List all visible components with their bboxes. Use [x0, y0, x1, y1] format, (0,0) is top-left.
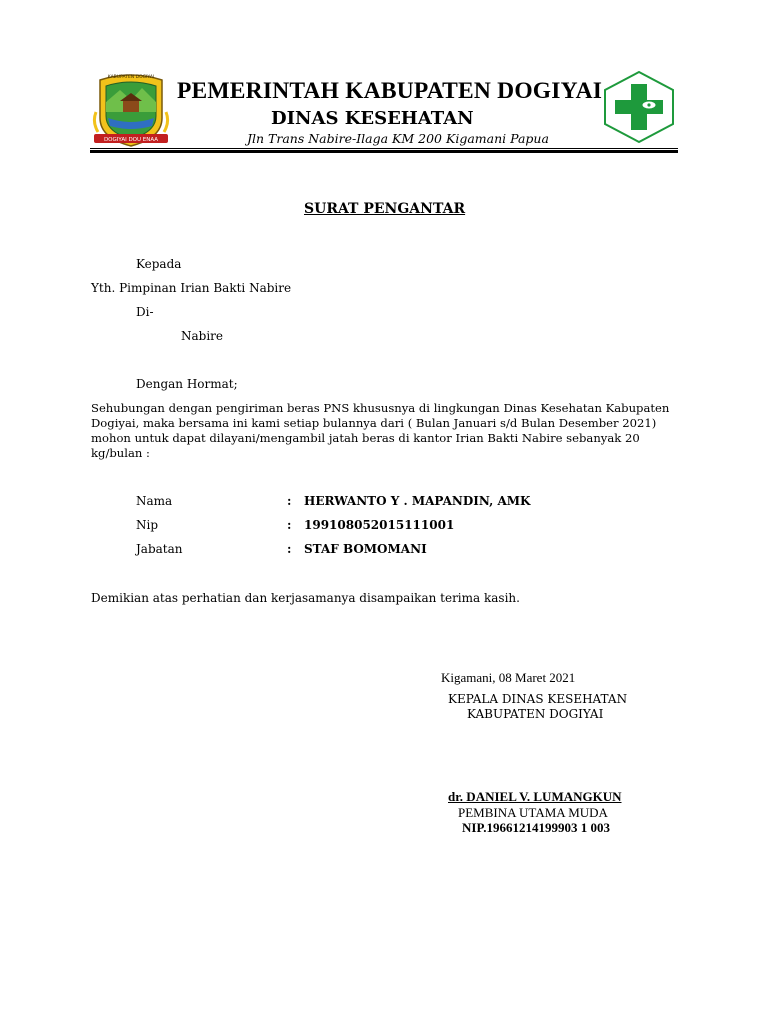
at-label: Di-	[136, 305, 154, 319]
letter-title: SURAT PENGANTAR	[304, 201, 466, 217]
to-label: Kepada	[136, 257, 182, 271]
signatory-position: KABUPATEN DOGIYAI	[467, 707, 604, 721]
salutation: Dengan Hormat;	[136, 377, 238, 391]
field-separator: :	[287, 494, 292, 508]
body-line: Dogiyai, maka bersama ini kami setiap bulannya dari ( Bulan Januari s/d Bulan Desember 2021)	[91, 416, 657, 430]
closing-text: Demikian atas perhatian dan kerjasamanya disampaikan terima kasih.	[91, 591, 520, 605]
signatory-rank: PEMBINA UTAMA MUDA	[458, 805, 608, 820]
signatory-position: KEPALA DINAS KESEHATAN	[448, 692, 628, 706]
field-value-position: STAF BOMOMANI	[304, 542, 427, 556]
recipient-city: Nabire	[181, 329, 224, 343]
department-name: DINAS KESEHATAN	[271, 108, 474, 129]
emblem-bottom-text: DOGIYAI DOU ENAA	[103, 137, 159, 143]
body-line: Sehubungan dengan pengiriman beras PNS khususnya di lingkungan Dinas Kesehatan Kabupaten	[91, 401, 670, 415]
government-name: PEMERINTAH KABUPATEN DOGIYAI	[177, 78, 603, 104]
health-cross-logo	[601, 70, 677, 144]
letterhead-divider	[90, 148, 678, 154]
recipient: Yth. Pimpinan Irian Bakti Nabire	[91, 281, 292, 295]
field-value-name: HERWANTO Y . MAPANDIN, AMK	[304, 494, 531, 508]
body-line: kg/bulan :	[91, 446, 150, 460]
body-line: mohon untuk dapat dilayani/mengambil jatah beras di kantor Irian Bakti Nabire sebanyak 20	[91, 431, 640, 445]
regency-emblem-logo	[90, 72, 172, 148]
emblem-top-text: KABUPATEN DOGIYAI	[107, 75, 155, 80]
signatory-nip: NIP.19661214199903 1 003	[462, 820, 610, 835]
field-label-position: Jabatan	[136, 542, 183, 556]
office-address: Jln Trans Nabire-Ilaga KM 200 Kigamani Papua	[247, 131, 549, 146]
place-date: Kigamani, 08 Maret 2021	[441, 670, 576, 685]
field-label-name: Nama	[136, 494, 173, 508]
field-separator: :	[287, 542, 292, 556]
field-label-nip: Nip	[136, 518, 159, 532]
field-separator: :	[287, 518, 292, 532]
signatory-name: dr. DANIEL V. LUMANGKUN	[448, 789, 622, 804]
field-value-nip: 199108052015111001	[304, 518, 455, 532]
